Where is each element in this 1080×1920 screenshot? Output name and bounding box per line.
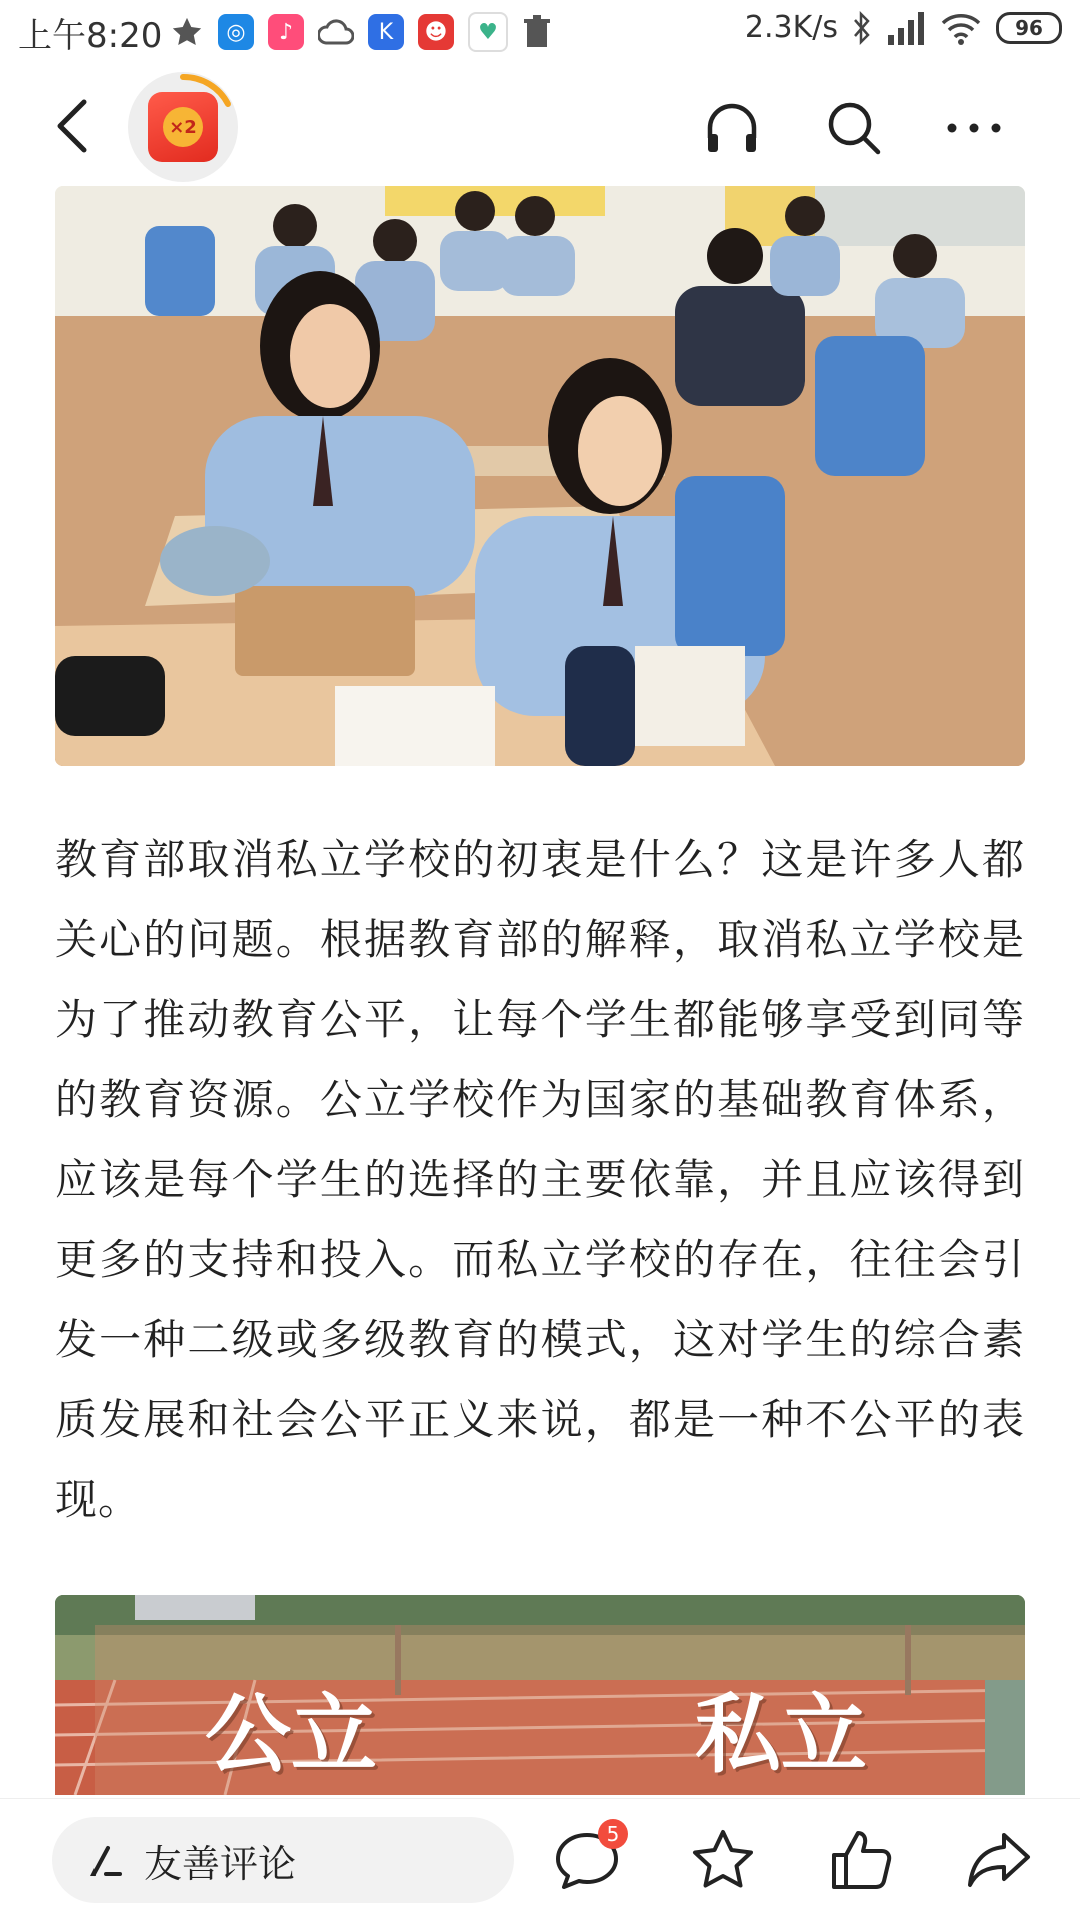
private-label: 私立	[695, 1685, 867, 1785]
article-header	[0, 66, 1080, 186]
status-time: 上午8:20	[18, 16, 163, 56]
signal-icon	[886, 11, 926, 45]
star-icon	[170, 15, 204, 49]
more-icon[interactable]	[942, 96, 1006, 160]
comment-input[interactable]	[52, 1817, 514, 1903]
wifi-icon	[940, 11, 982, 45]
heart-app-icon: ♥	[468, 12, 508, 52]
public-label: 公立	[205, 1685, 377, 1785]
red-packet-icon	[148, 92, 218, 162]
search-icon[interactable]	[822, 96, 886, 160]
tiktok-icon: ♪	[268, 14, 304, 50]
article-paragraph: 教育部取消私立学校的初衷是什么？这是许多人都关心的问题。根据教育部的解释，取消私立学校是为了推动教育公平，让每个学生都能够享受到同等的教育资源。公立学校作为国家的基础教育体系，应该是每个学生的选择的主要依靠，并且应该得到更多的支持和投入。而私立学校的存在，往往会引发一种二级或多级教育的模式，这对学生的综合素质发展和社会公平正义来说，都是一种不公平的表现。	[55, 835, 1025, 1524]
classroom-illustration	[55, 186, 1025, 766]
comment-placeholder: 友善评论	[144, 1841, 297, 1886]
status-right	[745, 10, 1062, 45]
settings-app-icon: ◎	[218, 14, 254, 50]
net-speed: 2.3K/s	[744, 10, 838, 45]
thumbs-up-icon[interactable]	[826, 1825, 896, 1895]
status-bar	[0, 0, 1080, 66]
public-private-photo[interactable]	[55, 1595, 1025, 1795]
star-icon[interactable]	[688, 1825, 758, 1895]
back-icon[interactable]	[44, 94, 104, 158]
trash-icon	[522, 15, 552, 49]
game-app-icon: ☻	[418, 14, 454, 50]
reward-multiplier: ×2	[163, 107, 203, 147]
headphones-icon[interactable]	[700, 96, 764, 160]
bottom-action-bar	[0, 1798, 1080, 1920]
pen-icon	[86, 1842, 122, 1878]
bluetooth-icon	[852, 11, 872, 45]
battery-indicator: 96	[996, 12, 1062, 44]
k-app-icon: K	[368, 14, 404, 50]
cloud-icon	[318, 17, 354, 47]
notification-icons	[170, 12, 552, 52]
comment-count-badge: 5	[598, 1819, 628, 1849]
reward-badge[interactable]	[128, 72, 238, 182]
classroom-photo[interactable]	[55, 186, 1025, 766]
share-icon[interactable]	[964, 1825, 1034, 1895]
